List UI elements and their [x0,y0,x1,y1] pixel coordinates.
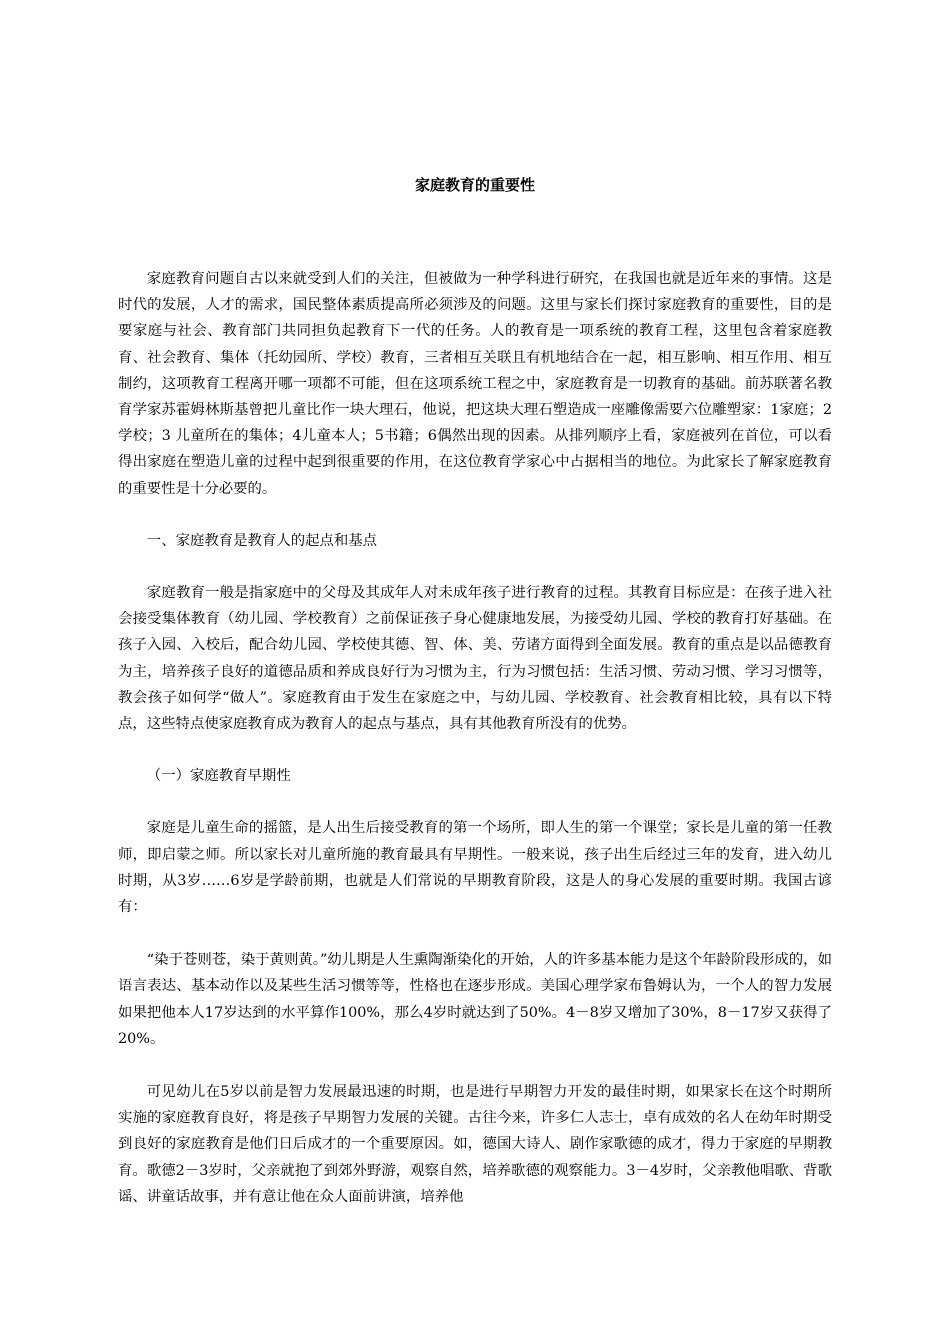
spacer [118,554,832,580]
paragraph-family-education-definition: 家庭教育一般是指家庭中的父母及其成年人对未成年孩子进行教育的过程。其教育目标应是：在孩子进入社会接受集体教育（幼儿园、学校教育）之前保证孩子身心健康地发展，为接受幼儿园、学校的教育打好基础。在孩子入园、入校后，配合幼儿园、学校使其德、智、体、美、劳诸方面得到全面发展。教育的重点是以品德教育为主，培养孩子良好的道德品质和养成良好行为习惯为主，行为习惯包括：生活习惯、劳动习惯、学习习惯等，教会孩子如何学“做人”。家庭教育由于发生在家庭之中，与幼儿园、学校教育、社会教育相比较，具有以下特点，这些特点使家庭教育成为教育人的起点与基点，具有其他教育所没有的优势。 [118,585,832,733]
spacer [118,920,832,947]
paragraph-intro: 家庭教育问题自古以来就受到人们的关注，但被做为一种学科进行研究，在我国也就是近年来的事情。这是时代的发展，人才的需求，国民整体素质提高所必须涉及的问题。这里与家长们探讨家庭教育的重要性，目的是要家庭与社会、教育部门共同担负起教育下一代的任务。人的教育是一项系统的教育工程，这里包含着家庭教育、社会教育、集体（托幼园所、学校）教育，三者相互关联且有机地结合在一起，相互影响、相互作用、相互制约，这项教育工程离开哪一项都不可能，但在这项系统工程之中，家庭教育是一切教育的基础。前苏联著名教育学家苏霍姆林斯基曾把儿童比作一块大理石，他说，把这块大理石塑造成一座雕像需要六位雕塑家：1家庭；2学校；3 儿童所在的集体；4儿童本人；5书籍；6偶然出现的因素。从排列顺序上看，家庭被列在首位，可以看得出家庭在塑造儿童的过程中起到很重要的作用，在这位教育学家心中占据相当的地位。为此家长了解家庭教育的重要性是十分必要的。 [118,271,832,497]
subsection-heading-1: （一）家庭教育早期性 [146,768,291,785]
spacer [118,737,832,763]
document-body [118,266,832,1210]
spacer [118,502,832,528]
section-heading-1: 一、家庭教育是教育人的起点和基点 [146,532,378,549]
paragraph-intelligence-development: 可见幼儿在5岁以前是智力发展最迅速的时期，也是进行早期智力开发的最佳时期，如果家长在这个时期所实施的家庭教育良好，将是孩子早期智力发展的关键。古往今来，许多仁人志士，卓有成效的名人在幼年时期受到良好的家庭教育是他们日后成才的一个重要原因。如，德国大诗人、剧作家歌德的成才，得力于家庭的早期教育。歌德2－3岁时，父亲就抱了到郊外野游，观察自然，培养歌德的观察能力。3－4岁时，父亲教他唱歌、背歌谣、讲童话故事，并有意让他在众人面前讲演，培养他 [118,1084,832,1205]
document-title: 家庭教育的重要性 [414,176,535,194]
spacer [118,789,832,815]
paragraph-proverb: “染于苍则苍，染于黄则黄。”幼儿期是人生熏陶渐染化的开始，人的许多基本能力是这个年龄阶段形成的，如语言表达、基本动作以及某些生活习惯等等，性格也在逐步形成。美国心理学家布鲁姆认为，一个人的智力发展如果把他本人17岁达到的水平算作100%，那么4岁时就达到了50%。4－8岁又增加了30%，8－17岁又获得了20%。 [118,952,832,1047]
paragraph-early-education: 家庭是儿童生命的摇篮，是人出生后接受教育的第一个场所，即人生的第一个课堂；家长是儿童的第一任教师，即启蒙之师。所以家长对儿童所施的教育最具有早期性。一般来说，孩子出生后经过三年的发育，进入幼儿时期，从3岁……6岁是学龄前期，也就是人们常说的早期教育阶段，这是人的身心发展的重要时期。我国古谚有： [118,820,832,916]
spacer [118,1052,832,1079]
